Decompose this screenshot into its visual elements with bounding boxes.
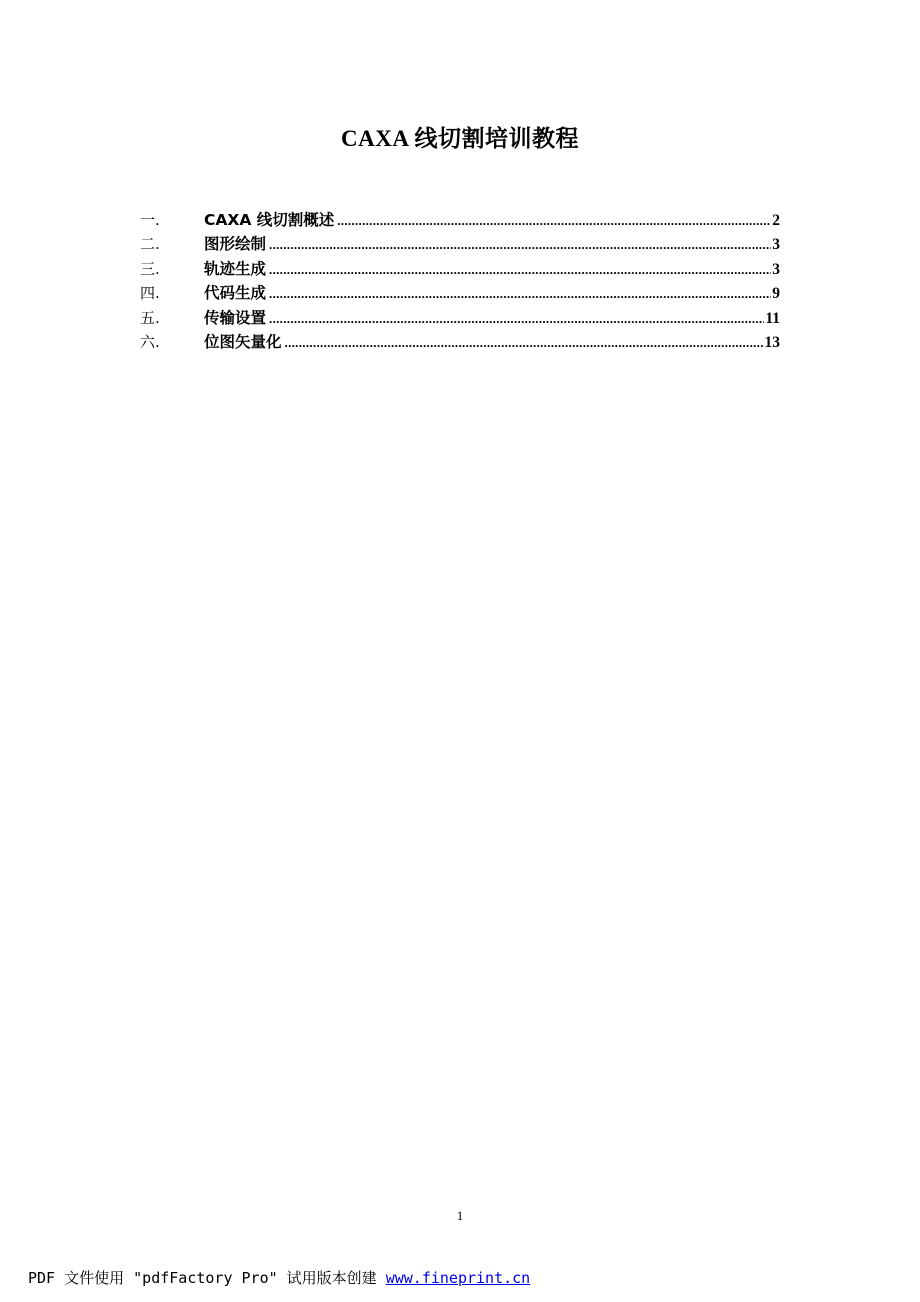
toc-entry[interactable] — [140, 306, 780, 330]
toc-entry[interactable] — [140, 330, 780, 354]
document-title: CAXA 线切割培训教程 — [341, 126, 579, 151]
toc-entry-number: 二. — [140, 235, 160, 254]
toc-entry-label: CAXA 线切割概述 — [204, 211, 335, 229]
page-number: 1 — [456, 1208, 464, 1223]
toc-dot-leader — [269, 286, 771, 302]
toc-entry[interactable] — [140, 232, 780, 256]
footer-link[interactable]: www.fineprint.cn — [385, 1269, 531, 1287]
toc-entry[interactable] — [140, 281, 780, 305]
toc-dot-leader — [269, 311, 764, 327]
toc-entry-number: 三. — [140, 259, 160, 278]
toc-entry-page: 2 — [772, 212, 780, 229]
footer-text: PDF 文件使用 "pdfFactory Pro" 试用版本创建 — [28, 1269, 386, 1287]
toc-entry-number: 六. — [140, 332, 160, 351]
toc-entry[interactable] — [140, 208, 780, 232]
toc-dot-leader — [269, 262, 771, 278]
toc-entry-label: 代码生成 — [204, 284, 267, 303]
table-of-contents — [140, 208, 780, 354]
pdf-footer — [28, 1267, 530, 1288]
toc-entry-number: 一. — [140, 211, 160, 229]
toc-entry-label: 传输设置 — [204, 308, 267, 327]
toc-entry-label: 位图矢量化 — [204, 332, 282, 351]
toc-entry-label: 轨迹生成 — [204, 259, 267, 278]
toc-dot-leader — [269, 237, 771, 253]
toc-entry-number: 四. — [140, 284, 160, 303]
toc-entry-page: 9 — [772, 285, 780, 303]
toc-dot-leader — [337, 213, 771, 229]
toc-entry-page: 11 — [765, 309, 780, 327]
toc-entry[interactable] — [140, 257, 780, 281]
toc-entry-page: 13 — [764, 333, 780, 351]
toc-dot-leader — [285, 335, 764, 351]
toc-entry-number: 五. — [140, 308, 160, 327]
toc-entry-page: 3 — [772, 236, 780, 254]
toc-entry-label: 图形绘制 — [204, 235, 267, 254]
toc-entry-page: 3 — [772, 260, 780, 278]
